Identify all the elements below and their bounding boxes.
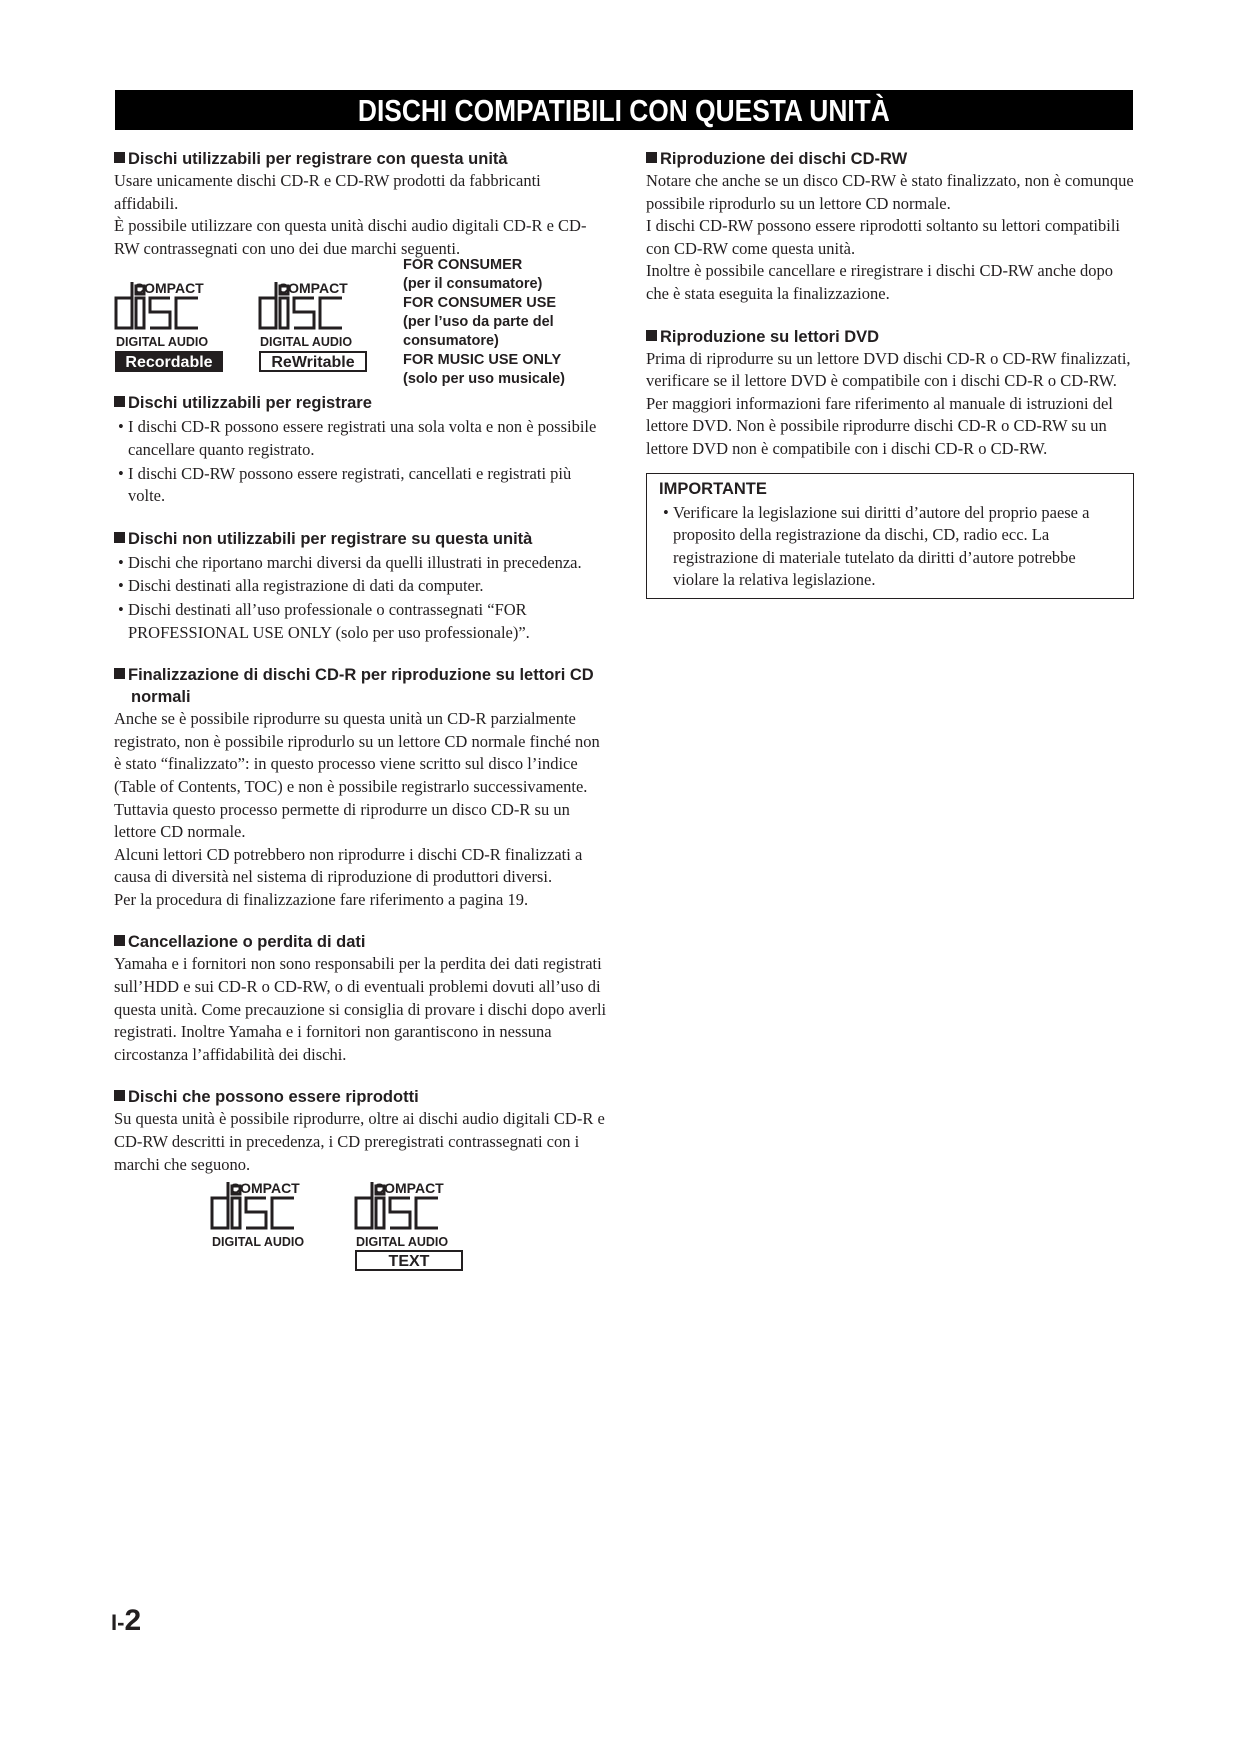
- paragraph: È possibile utilizzare con questa unità dischi audio digitali CD-R e CD-RW contrassegnati con uno dei due marchi seguenti.: [114, 216, 587, 258]
- list-item: • I dischi CD-R possono essere registrati una sola volta e non è possibile cancellare quanto registrato.: [118, 417, 597, 459]
- section-heading: Finalizzazione di dischi CD-R per riproduzione su lettori CD normali: [114, 664, 608, 708]
- right-column: [646, 148, 1134, 599]
- paragraph: Anche se è possibile riprodurre su questa unità un CD-R parzialmente registrato, non è possibile riprodurlo su un lettore CD normale finché non è stato “finalizzato”: in questo processo viene scritto sul disco l’indice (Table of Contents, TOC) e non è possibile registrarlo successivamente.: [114, 709, 600, 796]
- consumer-labels: FOR CONSUMER (per il consumatore) FOR CONSUMER USE (per l’uso da parte del consumatore) FOR MUSIC USE ONLY (solo per uso musicale): [403, 257, 565, 388]
- section-heading: Dischi utilizzabili per registrare con questa unità: [114, 148, 608, 170]
- section-heading: Dischi che possono essere riprodotti: [114, 1086, 608, 1108]
- svg-text:COMPACT: COMPACT: [278, 280, 348, 297]
- square-bullet-icon: [114, 152, 125, 163]
- section-recordable-usage: [114, 392, 608, 507]
- list-item: • Dischi destinati all’uso professionale o contrassegnati “FOR PROFESSIONAL USE ONLY (solo per uso professionale)”.: [118, 599, 530, 642]
- paragraph: I dischi CD-RW possono essere riprodotti soltanto su lettori compatibili con CD-RW come questa unità.: [646, 216, 1121, 258]
- section-recordable-discs: [114, 148, 608, 260]
- logo-text-text: TEXT: [388, 1253, 430, 1271]
- cd-text-logo-icon: [354, 1180, 466, 1280]
- paragraph: Tuttavia questo processo permette di riprodurre un disco CD-R su un lettore CD normale.: [114, 799, 570, 842]
- section-finalization: [114, 664, 608, 911]
- logo-recordable-text: Recordable: [125, 354, 213, 372]
- square-bullet-icon: [114, 1090, 125, 1101]
- paragraph: Notare che anche se un disco CD-RW è stato finalizzato, non è comunque possibile riprodurlo su un lettore CD normale.: [646, 171, 1134, 213]
- important-notice-box: [646, 473, 1134, 599]
- section-not-recordable: [114, 528, 608, 644]
- section-heading: Dischi non utilizzabili per registrare su questa unità: [114, 528, 608, 550]
- page-title: DISCHI COMPATIBILI CON QUESTA UNITÀ: [358, 93, 890, 128]
- list-item: • Dischi che riportano marchi diversi da quelli illustrati in precedenza.: [118, 552, 582, 572]
- page-title-bar: [115, 90, 1133, 130]
- list-item: • Dischi destinati alla registrazione di dati da computer.: [118, 576, 484, 596]
- square-bullet-icon: [646, 152, 657, 163]
- paragraph: Per la procedura di finalizzazione fare riferimento a pagina 19.: [114, 889, 529, 909]
- bullet-list: [114, 416, 608, 507]
- section-data-loss: [114, 931, 608, 1066]
- recordable-logos-row: [114, 257, 608, 390]
- list-item: • I dischi CD-RW possono essere registrati, cancellati e registrati più volte.: [118, 463, 572, 506]
- logo-digital-audio-text: DIGITAL AUDIO: [116, 335, 209, 350]
- square-bullet-icon: [646, 330, 657, 341]
- important-heading: IMPORTANTE: [659, 479, 767, 498]
- section-cdrw-playback: [646, 148, 1134, 306]
- playable-logos-row: [114, 1180, 608, 1280]
- page-number: I-2: [111, 1604, 142, 1637]
- paragraph: Yamaha e i fornitori non sono responsabili per la perdita dei dati registrati sull’HDD e sui CD-R o CD-RW, o di eventuali problemi dovuti all’uso di questa unità. Come precauzione si consiglia di provare i dischi dopo averli registrati. Inoltre Yamaha e i fornitori non garantiscono in nessuna circostanza l’affidabilità dei dischi.: [114, 954, 607, 1064]
- list-item: • Verificare la legislazione sui diritti d’autore del proprio paese a proposito della registrazione da dischi, CD, radio ecc. La registrazione di materiale tutelato da diritti d’autore potrebbe violare la relativa legislazione.: [663, 502, 1090, 590]
- cd-recordable-logo-icon: [114, 280, 226, 380]
- svg-text:DIGITAL AUDIO: DIGITAL AUDIO: [260, 335, 353, 350]
- logo-rewritable-text: ReWritable: [271, 354, 355, 372]
- svg-text:COMPACT: COMPACT: [374, 1180, 444, 1197]
- cd-digital-audio-logo-icon: [210, 1180, 322, 1260]
- square-bullet-icon: [114, 396, 125, 407]
- square-bullet-icon: [114, 935, 125, 946]
- paragraph: Inoltre è possibile cancellare e riregistrare i dischi CD-RW anche dopo che è stata eseguita la finalizzazione.: [646, 261, 1114, 303]
- section-heading: Riproduzione dei dischi CD-RW: [646, 148, 1134, 170]
- section-heading: Cancellazione o perdita di dati: [114, 931, 608, 953]
- section-heading: Dischi utilizzabili per registrare: [114, 392, 608, 414]
- logo-compact-text: COMPACT: [134, 280, 204, 297]
- section-heading: Riproduzione su lettori DVD: [646, 326, 1134, 348]
- svg-text:DIGITAL AUDIO: DIGITAL AUDIO: [356, 1235, 449, 1250]
- section-playable-discs: [114, 1086, 608, 1176]
- left-column: [114, 148, 608, 1280]
- paragraph: Prima di riprodurre su un lettore DVD dischi CD-R o CD-RW finalizzati, verificare se il lettore DVD è compatibile con i dischi CD-R o CD-RW. Per maggiori informazioni fare riferimento al manuale di istruzioni del lettore DVD. Non è possibile riprodurre dischi CD-R o CD-RW su un lettore DVD non è compatibile con i dischi CD-R o CD-RW.: [646, 348, 1131, 458]
- section-dvd-playback: [646, 326, 1134, 461]
- paragraph: Usare unicamente dischi CD-R e CD-RW prodotti da fabbricanti affidabili.: [114, 171, 541, 213]
- svg-text:DIGITAL AUDIO: DIGITAL AUDIO: [212, 1235, 305, 1250]
- square-bullet-icon: [114, 532, 125, 543]
- paragraph: Alcuni lettori CD potrebbero non riprodurre i dischi CD-R finalizzati a causa di diversità nel sistema di riproduzione di produttori diversi.: [114, 844, 583, 887]
- svg-text:COMPACT: COMPACT: [230, 1180, 300, 1197]
- paragraph: Su questa unità è possibile riprodurre, oltre ai dischi audio digitali CD-R e CD-RW descritti in precedenza, i CD preregistrati contrassegnati con i marchi che seguono.: [114, 1109, 605, 1174]
- cd-rewritable-logo-icon: [258, 280, 370, 380]
- square-bullet-icon: [114, 668, 125, 679]
- bullet-list: [659, 502, 1123, 592]
- bullet-list: [114, 552, 608, 644]
